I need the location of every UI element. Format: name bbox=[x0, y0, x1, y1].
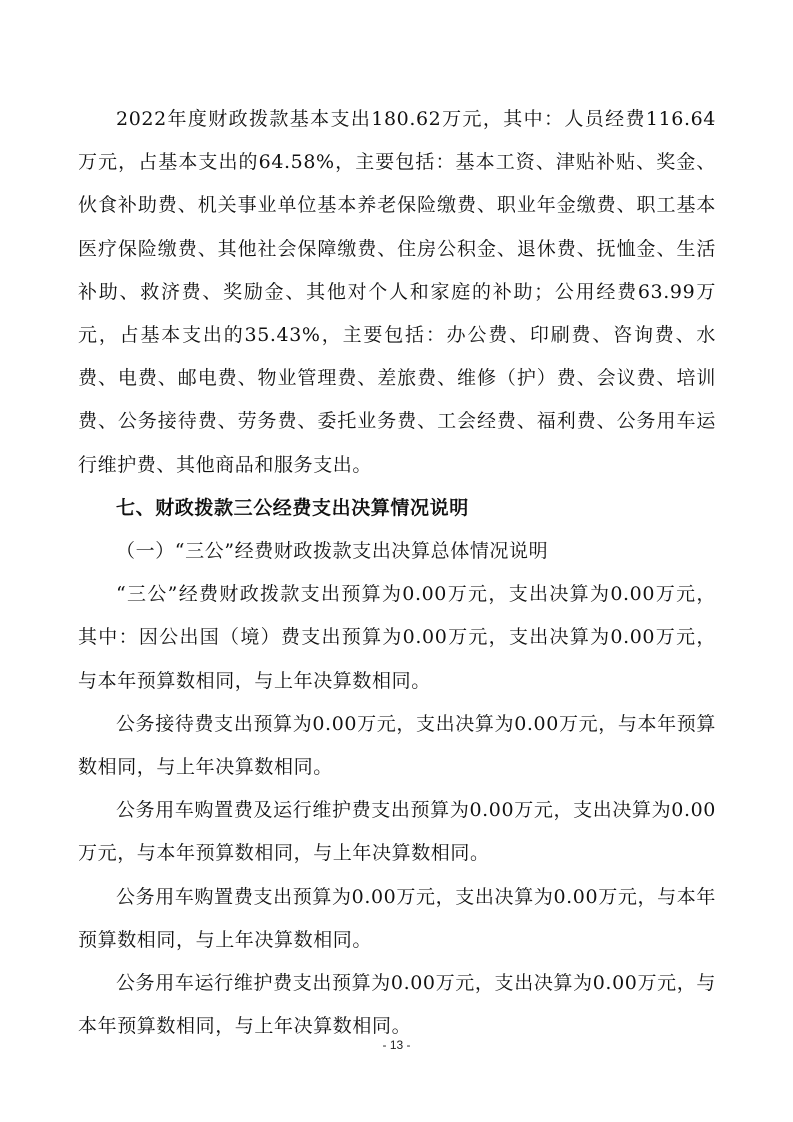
subsection-heading: （一）“三公”经费财政拨款支出决算总体情况说明 bbox=[116, 540, 549, 563]
section-heading: 七、财政拨款三公经费支出决算情况说明 bbox=[116, 496, 469, 519]
document-body bbox=[78, 98, 716, 1048]
paragraph-vehicle-maintenance: 公务用车运行维护费支出预算为0.00万元，支出决算为0.00万元，与本年预算数相同，与上年决算数相同。 bbox=[78, 972, 716, 1038]
paragraph-vehicle-purchase: 公务用车购置费支出预算为0.00万元，支出决算为0.00万元，与本年预算数相同，与上年决算数相同。 bbox=[78, 885, 716, 951]
paragraph-three-public-overview: “三公”经费财政拨款支出预算为0.00万元，支出决算为0.00万元，其中：因公出国（境）费支出预算为0.00万元，支出决算为0.00万元，与本年预算数相同，与上年决算数相同。 bbox=[78, 583, 716, 692]
paragraph-official-reception: 公务接待费支出预算为0.00万元，支出决算为0.00万元，与本年预算数相同，与上年决算数相同。 bbox=[78, 712, 716, 779]
paragraph-basic-expenditure: 2022年度财政拨款基本支出180.62万元，其中：人员经费116.64万元，占基本支出的64.58%，主要包括：基本工资、津贴补贴、奖金、伙食补助费、机关事业单位基本养老保险缴费、职业年金缴费、职工基本医疗保险缴费、其他社会保障缴费、住房公积金、退休费、抚恤金、生活补助、救济费、奖励金、其他对个人和家庭的补助；公用经费63.99万元，占基本支出的35.43%，主要包括：办公费、印刷费、咨询费、水费、电费、邮电费、物业管理费、差旅费、维修（护）费、会议费、培训费、公务接待费、劳务费、委托业务费、工会经费、福利费、公务用车运行维护费、其他商品和服务支出。 bbox=[78, 108, 716, 476]
paragraph-vehicle-purchase-and-maintenance: 公务用车购置费及运行维护费支出预算为0.00万元，支出决算为0.00万元，与本年预算数相同，与上年决算数相同。 bbox=[78, 799, 716, 865]
page-number: - 13 - bbox=[382, 1038, 411, 1052]
